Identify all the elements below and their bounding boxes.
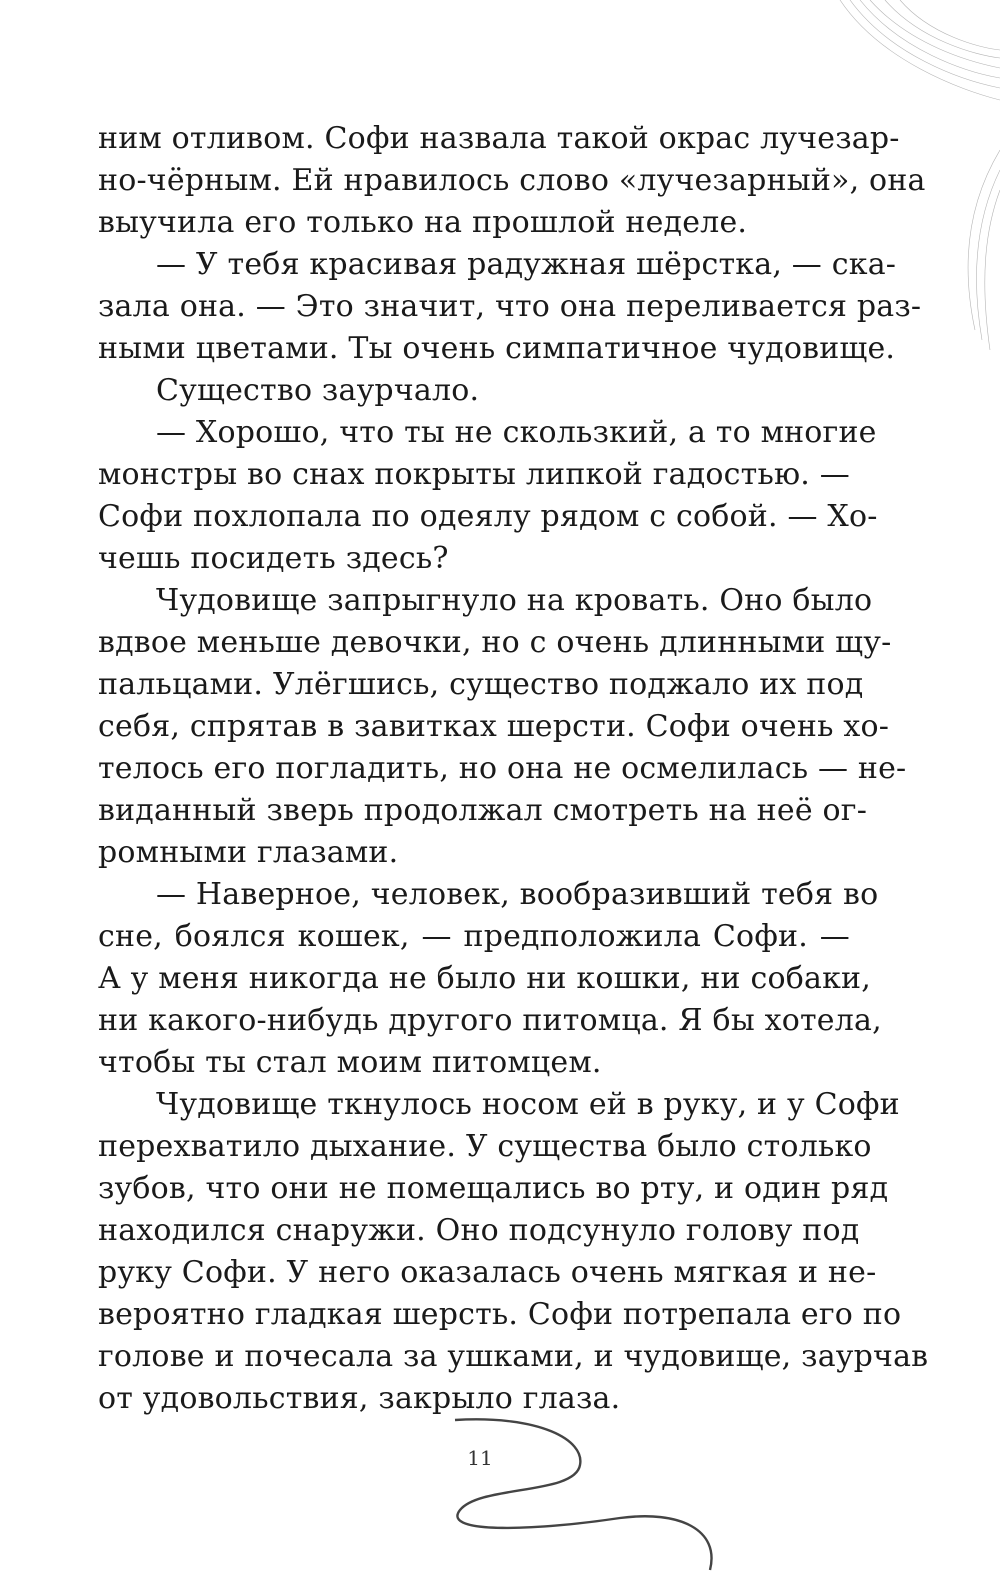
text-line: Чудовище запрыгнуло на кровать. Оно было	[156, 583, 873, 618]
text-line: вдвое меньше девочки, но с очень длинными щу-	[98, 625, 892, 660]
text-line: руку Софи. У него оказалась очень мягкая и не-	[98, 1255, 877, 1290]
text-line: вероятно гладкая шерсть. Софи потрепала его по	[98, 1297, 902, 1332]
text-line: себя, спрятав в завитках шерсти. Софи очень хо-	[98, 709, 890, 744]
text-line: ни какого-нибудь другого питомца. Я бы хотела,	[98, 1003, 882, 1038]
body-text	[98, 118, 929, 1420]
text-line: чтобы ты стал моим питомцем.	[98, 1045, 602, 1080]
text-line: монстры во снах покрыты липкой гадостью. —	[98, 457, 850, 492]
text-line: ными цветами. Ты очень симпатичное чудовище.	[98, 331, 896, 366]
text-line: сне, боялся кошек, — предположила Софи. —	[98, 919, 850, 954]
page-number: 11	[467, 1446, 493, 1470]
text-line: телось его погладить, но она не осмелилась — не-	[98, 751, 907, 786]
curl-decoration-bottom	[420, 1410, 750, 1580]
text-line: выучила его только на прошлой неделе.	[98, 205, 748, 240]
text-line: — Хорошо, что ты не скользкий, а то многие	[156, 415, 877, 450]
text-line: голове и почесала за ушками, и чудовище, заурчав	[98, 1339, 929, 1374]
text-line: зала она. — Это значит, что она переливается раз-	[98, 289, 922, 324]
text-line: — У тебя красивая радужная шёрстка, — ска-	[156, 247, 897, 282]
text-line: ромными глазами.	[98, 835, 399, 870]
text-line: А у меня никогда не было ни кошки, ни собаки,	[98, 961, 871, 996]
text-line: но-чёрным. Ей нравилось слово «лучезарный», она	[98, 163, 926, 198]
text-line: — Наверное, человек, вообразивший тебя во	[156, 877, 879, 912]
text-line: Софи похлопала по одеялу рядом с собой. — Хо-	[98, 499, 878, 534]
text-line: от удовольствия, закрыло глаза.	[98, 1381, 621, 1416]
text-line: находился снаружи. Оно подсунуло голову под	[98, 1213, 860, 1248]
text-line: пальцами. Улёгшись, существо поджало их под	[98, 667, 864, 702]
text-line: Существо заурчало.	[156, 373, 480, 408]
text-line: Чудовище ткнулось носом ей в руку, и у Софи	[156, 1087, 900, 1122]
text-line: ним отливом. Софи назвала такой окрас лучезар-	[98, 121, 900, 156]
text-line: перехватило дыхание. У существа было столько	[98, 1129, 872, 1164]
text-line: чешь посидеть здесь?	[98, 541, 449, 576]
text-line: зубов, что они не помещались во рту, и один ряд	[98, 1171, 889, 1206]
text-line: виданный зверь продолжал смотреть на неё ог-	[98, 793, 868, 828]
